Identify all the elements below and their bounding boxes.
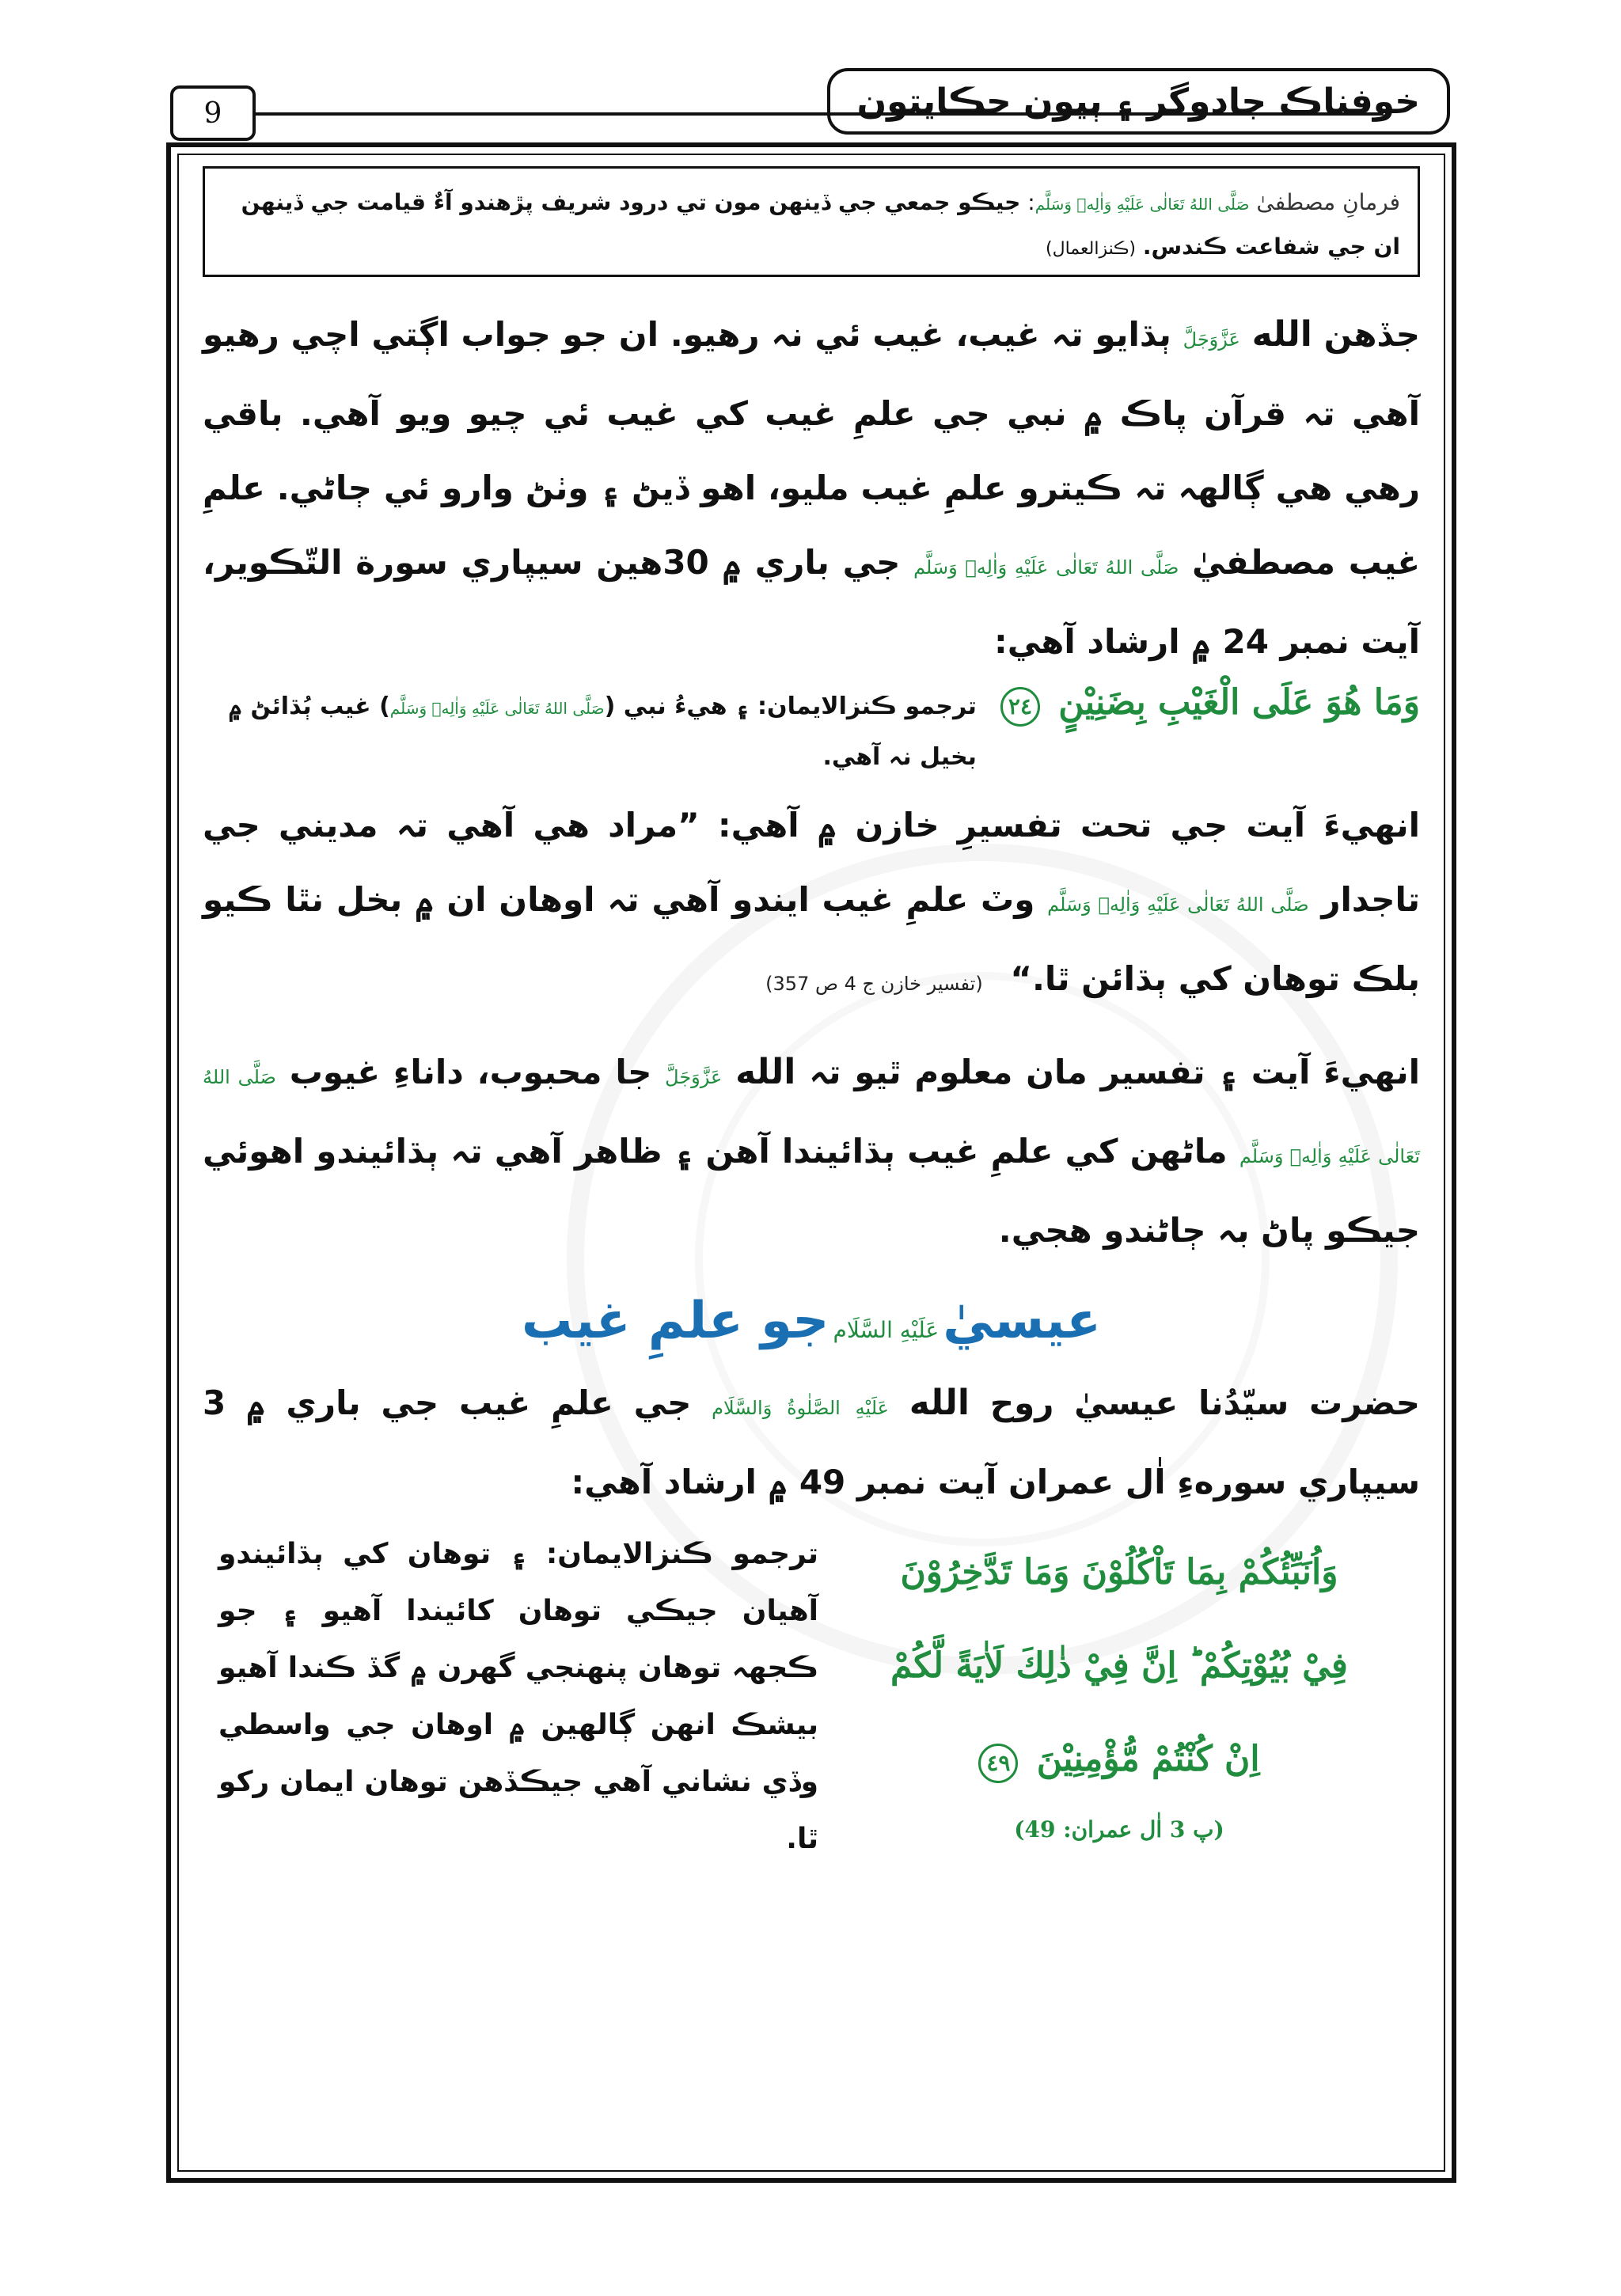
hadith-reference: (ڪنزالعمال) — [1046, 239, 1136, 259]
page-frame — [166, 142, 1456, 2183]
verse-2-arabic-line-3 — [818, 1713, 1420, 1806]
p1-text-b: ٻڌايو تہ غيب، غيب ئي نہ رهيو. ان جو جواب اڳتي اچي رهيو آهي تہ قرآن پاڪ ۾ نبي جي علمِ غيب کي غيب ئي چيو ويو آهي. باقي رهي هي ڳالهہ تہ ڪيترو علمِ غيب مليو، اهو ڏيڻ ۽ وٺڻ وارو ئي ڄاڻي. علمِ غيب مصطفيٰ — [203, 315, 1421, 582]
p2-salutation: صَلَّى اللهُ تَعَالٰى عَلَيْهِ وَاٰلِهٖ وَسَلَّم — [1047, 894, 1309, 916]
hadith-text: جيڪو جمعي جي ڏينهن مون تي درود شريف پڙهندو آءٌ قيامت جي ڏينهن ان جي شفاعت ڪندس. — [241, 189, 1400, 260]
p1-text-a: جڏهن — [1323, 315, 1421, 354]
heading-name: عيسيٰ — [943, 1292, 1101, 1350]
paragraph-2 — [203, 788, 1420, 1021]
paragraph-4 — [203, 1366, 1420, 1520]
p1-azza: عَزَّوَجَلَّ — [1183, 328, 1240, 351]
p1-text-c: جي باري ۾ 30هين سيپاري سورة التّڪوير، آيت نمبر 24 ۾ ارشاد آهي: — [203, 543, 1420, 661]
main-content — [203, 298, 1420, 1868]
verse-2-translation-text: ۽ توهان کي ٻڌائيندو آهيان جيڪي توهان کائيندا آهيو ۽ جو ڪجهہ توهان پنهنجي گهرن ۾ گڏ ڪندا آهيو بيشڪ انهن ڳالهين ۾ اوهان جي واسطي وڏي نشاني آهي جيڪڏهن توهان ايمان رکو ٿا. — [218, 1538, 818, 1855]
p3-text-b: جا محبوب، داناءِ غيوب — [289, 1053, 652, 1091]
verse-1-translation — [203, 682, 1000, 782]
verse-1-arabic — [1000, 682, 1420, 782]
verse-2-arabic-line-1: وَاُنَبِّئُكُمْ بِمَا تَاْكُلُوْنَ وَمَا تَدَّخِرُوْنَ — [900, 1552, 1338, 1592]
verse-2-arabic-line-3-text: اِنْ كُنْتُمْ مُّؤْمِنِيْنَ — [1036, 1739, 1260, 1779]
ayah-number-icon: ٤٩ — [978, 1744, 1018, 1783]
p4-text-b: جي علمِ غيب جي باري ۾ 3 سيپاري سورهءِ اٰل عمران آيت نمبر 49 ۾ ارشاد آهي: — [203, 1383, 1420, 1501]
p2-text-a: انهيءَ آيت جي تحت تفسيرِ خازن ۾ آهي: ”مراد هي آهي تہ مديني جي تاجدار — [203, 806, 1421, 919]
heading-rest: جو علمِ غيب — [521, 1292, 829, 1350]
heading-honorific: عَلَيْهِ السَّلَام — [833, 1317, 940, 1343]
p3-allah: الله — [735, 1052, 796, 1092]
verse-1-salutation: صَلَّى اللهُ تَعَالٰى عَلَيْهِ وَاٰلِهٖ وَسَلَّم — [389, 699, 605, 718]
page-number: 9 — [170, 85, 256, 141]
verse-1-translation-label: ترجمو ڪنزالايمان: — [757, 693, 977, 720]
hadith-box: فرمانِ مصطفیٰ صَلَّى اللهُ تَعَالٰى عَلَيْهِ وَاٰلِهٖ وَسَلَّم: جيڪو جمعي جي ڏينهن مون تي درود شريف پڙهندو آءٌ قيامت جي ڏينهن ان جي شفاعت ڪندس. (ڪنزالعمال) — [203, 166, 1420, 277]
p3-azza: عَزَّوَجَلَّ — [665, 1066, 723, 1088]
p2-reference: (تفسير خازن ج 4 ص 357) — [765, 973, 983, 995]
verse-1-translation-b: ) غيب ٻُڌائڻ ۾ بخيل نہ آهي. — [228, 693, 977, 771]
p3-salutation: صَلَّى اللهُ تَعَالٰى عَلَيْهِ وَاٰلِهٖ وَسَلَّم — [203, 1066, 1421, 1167]
p2-text-b: وٽ علمِ غيب ايندو آهي تہ اوهان ان ۾ بخل نٿا ڪيو بلڪ توهان کي ٻڌائن ٿا.“ — [203, 880, 1420, 998]
ayah-number-icon: ٢٤ — [1000, 687, 1040, 727]
verse-2-arabic — [818, 1526, 1420, 1868]
p3-text-a: انهيءَ آيت ۽ تفسير مان معلوم ٿيو تہ — [809, 1053, 1421, 1091]
verse-2-citation: (پ 3 اٰل عمران: 49) — [1014, 1816, 1224, 1842]
verse-2-arabic-line-2: فِيْ بُيُوْتِكُمْ ؕ اِنَّ فِيْ ذٰلِكَ لَاٰيَةً لَّكُمْ — [890, 1645, 1348, 1686]
verse-2-translation — [203, 1526, 818, 1868]
paragraph-1 — [203, 298, 1420, 679]
hadith-salutation: صَلَّى اللهُ تَعَالٰى عَلَيْهِ وَاٰلِهٖ وَسَلَّم — [1034, 195, 1250, 214]
p1-allah: الله — [1251, 314, 1312, 355]
paragraph-3 — [203, 1035, 1420, 1268]
p4-honorific: عَلَيْهِ الصَّلٰوةُ وَالسَّلَام — [712, 1397, 889, 1419]
p4-text-a: حضرت سيّدُنا عيسيٰ روح — [989, 1383, 1421, 1422]
p3-text-c: ماڻهن کي علمِ غيب ٻڌائيندا آهن ۽ ظاهر آهي تہ ٻڌائيندو اهوئي جيڪو پاڻ بہ ڄاڻندو هجي. — [203, 1132, 1420, 1250]
book-title: خوفناڪ جادوگر ۽ ٻيون حڪايتون — [827, 68, 1450, 135]
p4-allah: الله — [909, 1383, 970, 1423]
verse-1-arabic-text: وَمَا هُوَ عَلَى الْغَيْبِ بِضَنِيْنٍ — [1058, 682, 1420, 723]
section-heading — [203, 1292, 1420, 1350]
verse-2 — [203, 1526, 1420, 1868]
verse-1-translation-a: ۽ هيءُ نبي ( — [604, 693, 750, 720]
hadith-lead: فرمانِ مصطفیٰ — [1256, 189, 1400, 215]
p1-salutation: صَلَّى اللهُ تَعَالٰى عَلَيْهِ وَاٰلِهٖ وَسَلَّم — [913, 556, 1179, 579]
verse-2-translation-label: ترجمو ڪنزالايمان: — [545, 1538, 819, 1570]
verse-1 — [203, 682, 1420, 782]
